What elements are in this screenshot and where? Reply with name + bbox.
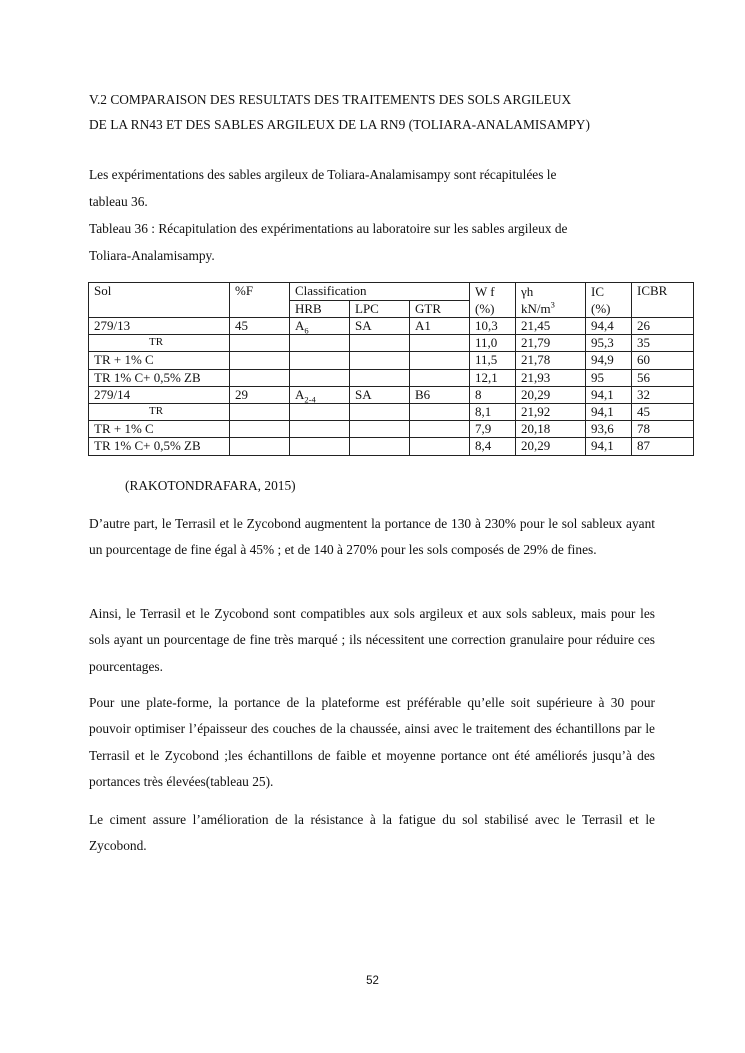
cell-hrb-base: A xyxy=(295,318,305,333)
cell-lpc: SA xyxy=(350,386,410,403)
intro-line-2: tableau 36. xyxy=(89,194,148,209)
header-ic xyxy=(586,283,632,318)
cell-gtr xyxy=(410,438,470,455)
header-sol: Sol xyxy=(89,283,230,318)
cell-lpc xyxy=(350,335,410,352)
cell-wf: 7,9 xyxy=(470,421,516,438)
cell-f xyxy=(230,369,290,386)
cell-icbr: 45 xyxy=(632,403,694,420)
cell-ic: 94,1 xyxy=(586,438,632,455)
cell-wf: 8,4 xyxy=(470,438,516,455)
cell-gh: 21,45 xyxy=(516,318,586,335)
cell-sol: TR xyxy=(89,335,230,352)
table-row xyxy=(89,438,694,455)
cell-gtr: B6 xyxy=(410,386,470,403)
table-row xyxy=(89,352,694,369)
cell-f xyxy=(230,438,290,455)
cell-gtr xyxy=(410,335,470,352)
cell-icbr: 60 xyxy=(632,352,694,369)
cell-gh: 21,92 xyxy=(516,403,586,420)
header-gh-2-sup: 3 xyxy=(550,299,555,310)
cell-gtr xyxy=(410,352,470,369)
cell-ic: 93,6 xyxy=(586,421,632,438)
cell-f: 29 xyxy=(230,386,290,403)
header-ic-1: IC xyxy=(591,284,605,299)
cell-hrb xyxy=(290,438,350,455)
header-hrb: HRB xyxy=(290,300,350,318)
table-source: (RAKOTONDRAFARA, 2015) xyxy=(125,478,296,493)
cell-hrb xyxy=(290,421,350,438)
cell-gh: 21,79 xyxy=(516,335,586,352)
cell-gh: 20,29 xyxy=(516,386,586,403)
header-wf xyxy=(470,283,516,318)
paragraph-portance: D’autre part, le Terrasil et le Zycobond augmentent la portance de 130 à 230% pour le sol sableux ayant un pourcentage de fine égal à 45% ; et de 140 à 270% pour les sols composés de 29% de fines. xyxy=(89,516,655,558)
header-gamma-h xyxy=(516,283,586,318)
table-row xyxy=(89,335,694,352)
cell-sol: TR + 1% C xyxy=(89,352,230,369)
cell-f xyxy=(230,335,290,352)
cell-wf: 12,1 xyxy=(470,369,516,386)
cell-ic: 94,1 xyxy=(586,386,632,403)
header-lpc: LPC xyxy=(350,300,410,318)
table-row xyxy=(89,403,694,420)
header-gtr: GTR xyxy=(410,300,470,318)
cell-ic: 94,4 xyxy=(586,318,632,335)
intro-text xyxy=(89,161,659,269)
cell-ic: 95 xyxy=(586,369,632,386)
cell-hrb xyxy=(290,369,350,386)
cell-icbr: 56 xyxy=(632,369,694,386)
cell-ic: 94,1 xyxy=(586,403,632,420)
cell-hrb-sub: 6 xyxy=(304,325,309,335)
cell-hrb-base: A xyxy=(295,386,305,402)
cell-gtr xyxy=(410,403,470,420)
paragraph-plate-forme: Pour une plate-forme, la portance de la plateforme est préférable qu’elle soit supérieure à 30 pour pouvoir optimiser l’épaisseur des couches de la chaussée, ainsi avec le traitement des échantillons par le Terrasil et le Zycobond ;les échantillons de faible et moyenne portance ont été améliorés jusqu’à des portances très élevées(tableau 25). xyxy=(89,695,655,789)
section-heading-line-2: DE LA RN43 ET DES SABLES ARGILEUX DE LA RN9 (TOLIARA-ANALAMISAMPY) xyxy=(89,117,590,132)
cell-wf: 10,3 xyxy=(470,318,516,335)
page-number: 52 xyxy=(366,975,379,987)
cell-gh: 21,93 xyxy=(516,369,586,386)
cell-sol: TR + 1% C xyxy=(89,421,230,438)
cell-wf: 8 xyxy=(470,386,516,403)
cell-wf: 11,5 xyxy=(470,352,516,369)
cell-icbr: 35 xyxy=(632,335,694,352)
table-caption-line-2: Toliara-Analamisampy. xyxy=(89,248,215,263)
cell-lpc xyxy=(350,352,410,369)
header-gh-1: h xyxy=(526,284,534,299)
intro-line-1: Les expérimentations des sables argileux de Toliara-Analamisampy sont récapitulées le xyxy=(89,167,557,182)
cell-gtr xyxy=(410,421,470,438)
paragraph-ciment: Le ciment assure l’amélioration de la résistance à la fatigue du sol stabilisé avec le Terrasil et le Zycobond. xyxy=(89,812,655,854)
cell-gh: 20,18 xyxy=(516,421,586,438)
table-caption-line-1: Tableau 36 : Récapitulation des expérimentations au laboratoire sur les sables argileux de xyxy=(89,221,568,236)
cell-hrb-sub: 2-4 xyxy=(304,394,316,404)
cell-wf: 11,0 xyxy=(470,335,516,352)
cell-icbr: 87 xyxy=(632,438,694,455)
cell-sol: 279/13 xyxy=(89,318,230,335)
cell-gtr xyxy=(410,369,470,386)
cell-hrb xyxy=(290,403,350,420)
paragraph-compatibility: Ainsi, le Terrasil et le Zycobond sont compatibles aux sols argileux et aux sols sableux, mais pour les sols ayant un pourcentage de fine très marqué ; ils nécessitent une correction granulaire pour réduire ces pourcentages. xyxy=(89,606,655,674)
section-heading xyxy=(89,87,679,137)
cell-lpc xyxy=(350,438,410,455)
cell-hrb xyxy=(290,386,350,403)
header-wf-1: W f xyxy=(475,284,495,299)
section-heading-line-1: V.2 COMPARAISON DES RESULTATS DES TRAITEMENTS DES SOLS ARGILEUX xyxy=(89,92,572,107)
cell-ic: 95,3 xyxy=(586,335,632,352)
header-ic-2: (%) xyxy=(591,301,611,316)
gamma-symbol: γ xyxy=(521,284,527,299)
header-icbr: ICBR xyxy=(632,283,694,318)
cell-hrb xyxy=(290,318,350,335)
cell-icbr: 26 xyxy=(632,318,694,335)
table-row xyxy=(89,421,694,438)
cell-f xyxy=(230,352,290,369)
cell-lpc xyxy=(350,403,410,420)
header-wf-2: (%) xyxy=(475,301,495,316)
header-gh-2: kN/m xyxy=(521,301,551,316)
table-row xyxy=(89,318,694,335)
cell-lpc xyxy=(350,369,410,386)
cell-icbr: 32 xyxy=(632,386,694,403)
cell-sol: TR 1% C+ 0,5% ZB xyxy=(89,369,230,386)
cell-lpc xyxy=(350,421,410,438)
table-row xyxy=(89,369,694,386)
cell-gtr: A1 xyxy=(410,318,470,335)
cell-gh: 20,29 xyxy=(516,438,586,455)
cell-hrb xyxy=(290,352,350,369)
cell-f xyxy=(230,403,290,420)
header-classification: Classification xyxy=(290,283,470,301)
results-table xyxy=(88,282,694,456)
cell-gh: 21,78 xyxy=(516,352,586,369)
cell-icbr: 78 xyxy=(632,421,694,438)
cell-f xyxy=(230,421,290,438)
cell-sol: TR 1% C+ 0,5% ZB xyxy=(89,438,230,455)
cell-sol: 279/14 xyxy=(89,386,230,403)
table-row xyxy=(89,386,694,403)
cell-hrb xyxy=(290,335,350,352)
table-header-row-1 xyxy=(89,283,694,301)
header-f: %F xyxy=(230,283,290,318)
cell-f: 45 xyxy=(230,318,290,335)
cell-sol: TR xyxy=(89,403,230,420)
cell-wf: 8,1 xyxy=(470,403,516,420)
cell-lpc: SA xyxy=(350,318,410,335)
cell-ic: 94,9 xyxy=(586,352,632,369)
